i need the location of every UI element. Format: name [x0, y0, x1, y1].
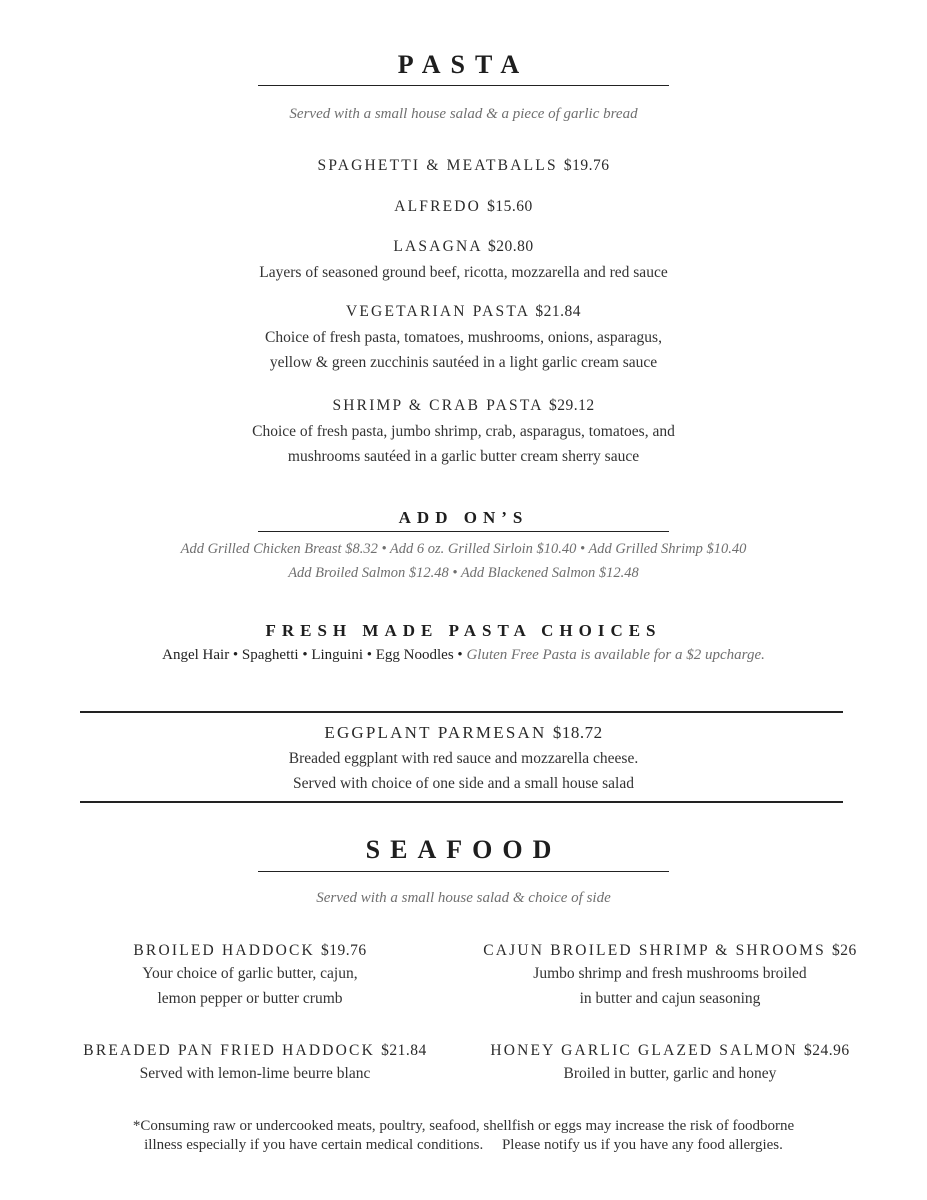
description-line: yellow & green zucchinis sautéed in a light garlic cream sauce	[269, 354, 658, 371]
addons-divider	[258, 531, 669, 532]
menu-item-honey-garlic-salmon	[458, 1042, 882, 1086]
menu-item-alfredo	[0, 198, 927, 216]
item-price: $15.60	[487, 198, 533, 215]
lasagna-description	[0, 260, 927, 285]
description-line: lemon pepper or butter crumb	[157, 990, 343, 1007]
description-line: Choice of fresh pasta, jumbo shrimp, crab, asparagus, tomatoes, and	[252, 423, 675, 440]
description-line: Jumbo shrimp and fresh mushrooms broiled	[533, 965, 807, 982]
item-name: SPAGHETTI & MEATBALLS	[317, 157, 558, 174]
description-line: Choice of fresh pasta, tomatoes, mushrooms, onions, asparagus,	[265, 329, 662, 346]
item-price: $21.84	[381, 1042, 427, 1059]
pasta-choices: Angel Hair • Spaghetti • Linguini • Egg Noodles •	[162, 647, 463, 663]
seafood-section-title: SEAFOOD	[365, 835, 562, 864]
description-line: mushrooms sautéed in a garlic butter cream sherry sauce	[287, 448, 640, 465]
pasta-section-title: PASTA	[397, 50, 530, 79]
allergy-disclaimer	[0, 1117, 927, 1155]
disclaimer-line: *Consuming raw or undercooked meats, poultry, seafood, shellfish or eggs may increase the risk of foodborne	[132, 1118, 795, 1134]
item-name: VEGETARIAN PASTA	[346, 303, 530, 320]
description-line: Your choice of garlic butter, cajun,	[142, 965, 358, 982]
item-name: BREADED PAN FRIED HADDOCK	[83, 1042, 375, 1059]
seafood-note: Served with a small house salad & choice of side	[316, 890, 611, 906]
pasta-choices-line	[0, 647, 927, 664]
description-line: Served with lemon-lime beurre blanc	[139, 1065, 371, 1082]
menu-item-shrimp-crab-pasta	[0, 397, 927, 415]
item-name: ALFREDO	[394, 198, 482, 215]
item-price: $24.96	[804, 1042, 850, 1059]
item-price: $18.72	[552, 723, 603, 742]
menu-item-lasagna	[0, 238, 927, 256]
menu-item-vegetarian-pasta	[0, 303, 927, 321]
fresh-pasta-title: FRESH MADE PASTA CHOICES	[265, 621, 662, 640]
menu-item-spaghetti-meatballs	[0, 157, 927, 175]
addons-line-1: Add Grilled Chicken Breast $8.32 • Add 6 oz. Grilled Sirloin $10.40 • Add Grilled Shrimp $10.40	[180, 541, 747, 557]
eggplant-description	[0, 746, 927, 796]
gluten-free-note: Gluten Free Pasta is available for a $2 upcharge.	[466, 647, 765, 663]
menu-item-broiled-haddock	[60, 942, 440, 1011]
item-name: EGGPLANT PARMESAN	[324, 723, 547, 742]
menu-item-cajun-broiled-shrimp	[458, 942, 882, 1011]
description-line: Layers of seasoned ground beef, ricotta, mozzarella and red sauce	[259, 264, 668, 281]
shrimp-crab-pasta-description	[0, 419, 927, 469]
addons-title: ADD ON’S	[398, 508, 529, 527]
seafood-title-divider	[258, 871, 669, 872]
menu-item-eggplant-parmesan	[0, 723, 927, 743]
item-name: BROILED HADDOCK	[133, 942, 315, 959]
description-line: in butter and cajun seasoning	[579, 990, 761, 1007]
item-price: $21.84	[535, 303, 581, 320]
menu-item-breaded-pan-fried-haddock	[50, 1042, 460, 1086]
pasta-title-divider	[258, 85, 669, 86]
description-line: Served with choice of one side and a small house salad	[293, 775, 634, 792]
item-price: $26	[832, 942, 857, 959]
item-name: CAJUN BROILED SHRIMP & SHROOMS	[483, 942, 826, 959]
vegetarian-pasta-description	[0, 325, 927, 375]
eggplant-bottom-divider	[80, 801, 843, 803]
description-line: Broiled in butter, garlic and honey	[563, 1065, 777, 1082]
eggplant-top-divider	[80, 711, 843, 713]
item-name: HONEY GARLIC GLAZED SALMON	[490, 1042, 798, 1059]
item-price: $19.76	[563, 157, 610, 174]
item-name: LASAGNA	[393, 238, 482, 255]
disclaimer-line: illness especially if you have certain medical conditions. Please notify us if you have any food allergies.	[144, 1137, 783, 1153]
item-name: SHRIMP & CRAB PASTA	[332, 397, 543, 414]
item-price: $20.80	[488, 238, 534, 255]
description-line: Breaded eggplant with red sauce and mozzarella cheese.	[288, 750, 639, 767]
item-price: $19.76	[321, 942, 367, 959]
item-price: $29.12	[548, 397, 595, 414]
addons-line-2: Add Broiled Salmon $12.48 • Add Blackened Salmon $12.48	[288, 565, 639, 581]
pasta-note: Served with a small house salad & a piece of garlic bread	[289, 106, 638, 122]
